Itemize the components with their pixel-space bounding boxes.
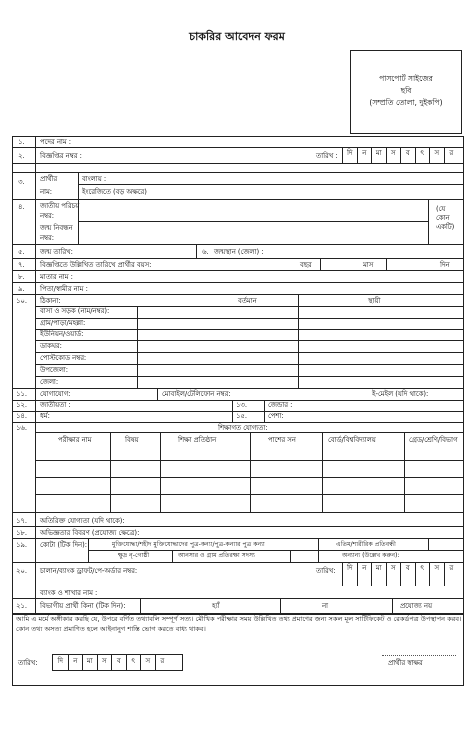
challan-date-label: তারিখ: — [316, 567, 336, 575]
any-one-note-2: কোন — [436, 214, 450, 222]
religion-label: ধর্ম: — [40, 412, 50, 420]
row-16-number: ১৬. — [16, 424, 27, 432]
row-3-number: ৩. — [18, 178, 25, 186]
challan-label: চালান/ব্যাংক ড্রাফট/পে-অর্ডার নম্বর: — [40, 567, 138, 575]
notice-date-label: তারিখ : — [316, 152, 338, 160]
edu-col-grade: গ্রেড/শ্রেণি/বিভাগ — [409, 436, 458, 444]
quota-ansar-vdp[interactable]: আনসার ও গ্রাম প্রতিরক্ষা সদস্য — [178, 552, 255, 559]
quota-ethnic-minority[interactable]: ক্ষুদ্র নৃ-গোষ্ঠী — [118, 552, 150, 559]
row-2-number: ২. — [18, 152, 25, 160]
photo-instructions — [352, 73, 460, 109]
row-18-number: ১৮. — [16, 529, 27, 537]
row-8-number: ৮. — [18, 273, 25, 281]
applicant-label-2: নাম: — [40, 188, 53, 196]
notice-number-label: বিজ্ঞপ্তির নম্বর : — [40, 152, 82, 160]
gender-label: জেন্ডার : — [268, 401, 293, 409]
any-one-note-3: একটি) — [436, 223, 455, 231]
experience-label: অভিজ্ঞতার বিবরণ (প্রযোজ্য ক্ষেত্রে): — [40, 529, 140, 537]
permanent-address-header: স্থায়ী — [368, 297, 381, 305]
row-13-number: ১৩. — [236, 401, 247, 409]
addr-house-label: বাসা ও সড়ক (নাম/নম্বর): — [40, 307, 110, 315]
row-21-number: ২১. — [16, 602, 27, 610]
row-1-number: ১. — [18, 138, 25, 146]
edu-col-exam: পরীক্ষার নাম — [58, 436, 92, 444]
name-bangla-label: বাংলায় : — [82, 175, 107, 183]
declaration-text: আমি এ মর্মে অঙ্গীকার করছি যে, উপরে বর্ণিত তথ্যাবলি সম্পূর্ণ সত্য। মৌখিক পরীক্ষার সময় উল্লিখিত তথ্য প্রমাণের জন্য সকল মূল সার্টিফিকেট ও রেকর্ডপত্র উপস্থাপন করব। কোন তথ্য অসত্য প্রমাণিত হলে আইনানুগ শাস্তি ভোগ করতে বাধ্য থাকব। — [16, 615, 462, 633]
row-7-number: ৭. — [18, 261, 25, 269]
row-9-number: ৯. — [18, 285, 25, 293]
birthplace-label: জন্মস্থান (জেলা) : — [214, 248, 264, 256]
quota-label: কোটা (টিক দিন): — [40, 541, 88, 549]
nationality-label: জাতীয়তা : — [40, 401, 71, 409]
birthreg-label-1: জন্ম নিবন্ধন — [40, 224, 73, 232]
birthreg-label-2: নম্বর: — [40, 234, 55, 242]
address-label: ঠিকানা: — [40, 297, 61, 305]
notice-date-field[interactable]: দি ন মা স ব ৎ স র — [342, 147, 464, 163]
footer-date-label: তারিখ: — [18, 659, 38, 667]
mother-name-label: মাতার নাম : — [40, 273, 73, 281]
row-12-number: ১২. — [16, 401, 27, 409]
edu-col-institution: শিক্ষা প্রতিষ্ঠান — [178, 436, 217, 444]
edu-col-board: বোর্ড/বিশ্ববিদ্যালয় — [328, 436, 376, 444]
father-name-label: পিতা/স্বামীর নাম : — [40, 285, 88, 293]
age-month-label: মাস — [363, 261, 374, 269]
age-day-label: দিন — [440, 261, 450, 269]
occupation-label: পেশা: — [268, 412, 284, 420]
row-6-number: ৬. — [202, 248, 209, 256]
quota-others[interactable]: অন্যান্য (উল্লেখ করুন): — [342, 552, 400, 559]
footer-date-field[interactable]: দি ন মা স ব ৎ স র — [52, 654, 183, 671]
row-11-number: ১১. — [16, 390, 27, 398]
departmental-no[interactable]: না — [322, 602, 329, 610]
edu-col-year: পাশের সন — [268, 436, 296, 444]
quota-freedom-fighter[interactable]: মুক্তিযোদ্ধা/শহীদ মুক্তিযোদ্ধাদের পুত্র-কন্যা/পুত্র-কন্যার পুত্র কন্যা — [112, 541, 265, 548]
row-14-number: ১৪. — [16, 412, 27, 420]
row-15-number: ১৫. — [236, 412, 247, 420]
post-name-label: পদের নাম : — [40, 138, 72, 146]
photo-line-3: (সম্প্রতি তোলা, দুইকপি) — [369, 98, 443, 107]
applicant-label-1: প্রার্থীর — [40, 175, 58, 183]
departmental-na[interactable]: প্রযোজ্য নয় — [400, 602, 432, 610]
extra-qualification-label: অতিরিক্ত যোগ্যতা (যদি থাকে): — [40, 517, 125, 525]
quota-orphan-disabled[interactable]: এতিম/শারীরিক প্রতিবন্ধী — [336, 541, 396, 548]
bank-branch-label: ব্যাংক ও শাখার নাম : — [40, 589, 98, 597]
addr-union-label: ইউনিয়ন/ওয়ার্ড: — [40, 330, 84, 338]
mobile-label: মোবাইল/টেলিফোন নম্বর: — [162, 390, 231, 398]
departmental-yes[interactable]: হ্যাঁ — [212, 602, 220, 610]
signature-label: প্রার্থীর স্বাক্ষর — [388, 659, 423, 667]
education-label: শিক্ষাগত যোগ্যতা: — [218, 424, 268, 432]
row-4-number: ৪. — [18, 203, 25, 211]
age-label: বিজ্ঞপ্তিতে উল্লিখিত তারিখে প্রার্থীর বয়স: — [40, 261, 152, 269]
addr-district-label: জেলা: — [40, 378, 59, 386]
row-10-number: ১০. — [16, 297, 27, 305]
form-title: চাকরির আবেদন ফরম — [189, 30, 285, 43]
name-english-label: ইংরেজিতে (বড় অক্ষরে) — [82, 188, 147, 196]
edu-col-subject: বিষয় — [125, 436, 139, 444]
addr-postoffice-label: ডাকঘর: — [40, 342, 62, 350]
age-year-label: বছর — [300, 261, 312, 269]
row-19-number: ১৯. — [16, 541, 27, 549]
present-address-header: বর্তমান — [238, 297, 257, 305]
photo-line-1: পাসপোর্ট সাইজের — [379, 74, 433, 83]
nid-label-1: জাতীয় পরিচয় — [40, 202, 80, 210]
addr-village-label: গ্রাম/পাড়া/মহল্লা: — [40, 319, 86, 327]
departmental-label: বিভাগীয় প্রার্থী কিনা (টিক দিন): — [40, 602, 126, 610]
addr-upazila-label: উপজেলা: — [40, 366, 69, 374]
photo-line-2: ছবি — [400, 86, 412, 95]
row-5-number: ৫. — [18, 248, 25, 256]
addr-postcode-label: পোস্টকোড নম্বর: — [40, 354, 87, 362]
contact-label: যোগাযোগ: — [40, 390, 71, 398]
nid-label-2: নম্বর: — [40, 212, 55, 220]
dob-label: জন্ম তারিখ: — [40, 248, 73, 256]
any-one-note-1: (যে — [436, 205, 446, 213]
challan-date-field[interactable]: দি ন মা স ব ৎ স র — [342, 562, 464, 586]
row-17-number: ১৭. — [16, 517, 27, 525]
row-20-number: ২০. — [16, 567, 27, 575]
email-label: ই-মেইল (যদি থাকে): — [372, 390, 429, 398]
